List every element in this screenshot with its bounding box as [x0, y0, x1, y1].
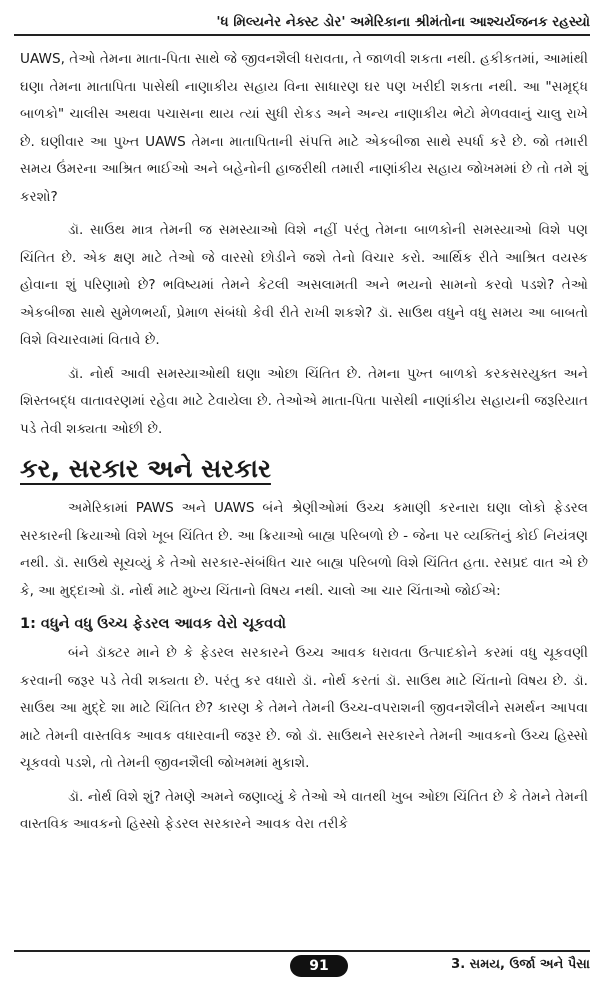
paragraph: UAWS, તેઓ તેમના માતા-પિતા સાથે જે જીવનશૈલી ધરાવતા, તે જાળવી શકતા નથી. હકીકતમાં, આમાંથી ઘણા તેમના માતાપિતા પાસેથી નાણાકીય સહાય વિના સાધારણ ઘર પણ ખરીદી શકતા નથી. આ "સમૃદ્ધ બાળકો" ચાલીસ અથવા પચાસના થાય ત્યાં સુધી રોકડ અને અન્ય નાણાકીય ભેટો મેળવવાનું ચાલુ રાખે છે. ઘણીવાર આ પુખ્ત UAWS તેમના માતાપિતાની સંપત્તિ માટે એકબીજા સાથે સ્પર્ધા કરે છે. જો તમારી સમય ઉંમરના આશ્રિત ભાઈઓ અને બહેનોની હાજરીથી તમારી નાણાંકીય સહાય જોખમમાં છે તો તમે શું કરશો?: [20, 51, 588, 205]
paragraph: બંને ડૉક્ટર માને છે કે ફેડરલ સરકારને ઉચ્ચ આવક ધરાવતા ઉત્પાદકોને કરમાં વધુ ચૂકવણી કરવાની જરૂર પડે તેવી શક્યતા છે. પરંતુ કર વધારો ડૉ. નોર્થ કરતાં ડૉ. સાઉથ માટે ચિંતાનો વિષય છે. ડૉ. સાઉથ આ મુદ્દે શા માટે ચિંતિત છે? કારણ કે તેમને તેમની ઉચ્ચ-વપરાશની જીવનશૈલીને સમર્થન આપવા માટે તેમની વાસ્તવિક આવક વધારવાની જરૂર છે. જો ડૉ. સાઉથને સરકારને તેમની આવકનો ઉચ્ચ હિસ્સો ચૂકવવો પડશે, તો તેમની જીવનશૈલી જોખમમાં મુકાશે.: [20, 645, 588, 771]
page-number: 91: [290, 955, 348, 977]
body-text: [20, 46, 588, 845]
page-footer: [14, 950, 590, 982]
paragraph: ડૉ. સાઉથ માત્ર તેમની જ સમસ્યાઓ વિશે નહીં પરંતુ તેમના બાળકોની સમસ્યાઓ વિશે પણ ચિંતિત છે. એક ક્ષણ માટે તેઓ જે વારસો છોડીને જશે તેનો વિચાર કરો. આર્થિક રીતે આશ્રિત વયસ્ક હોવાના શું પરિણામો છે? ભવિષ્યમાં તેમને કેટલી અસલામતી અને ભયનો સામનો કરવો પડશે? તેઓ એકબીજા સાથે સુમેળભર્યા, પ્રેમાળ સંબંધો કેવી રીતે રાખી શકશે? ડૉ. સાઉથ વધુને વધુ સમય આ બાબતો વિશે વિચારવામાં વિતાવે છે.: [20, 222, 588, 348]
section-heading: કર, સરકાર અને સરકાર: [20, 454, 271, 483]
running-header: 'ધ મિલ્યનેર નેક્સ્ટ ડોર' અમેરિકાના શ્રીમંતોના આશ્ચર્યજનક રહસ્યો: [14, 14, 590, 36]
paragraph: ડૉ. નોર્થ વિશે શું? તેમણે અમને જણાવ્યું કે તેઓ એ વાતથી ખુબ ઓછા ચિંતિત છે કે તેમને તેમની વાસ્તવિક આવકનો હિસ્સો ફેડરલ સરકારને આવક વેરા તરીકે: [20, 788, 588, 832]
paragraph: અમેરિકામાં PAWS અને UAWS બંને શ્રેણીઓમાં ઉચ્ચ કમાણી કરનારા ઘણા લોકો ફેડરલ સરકારની ક્રિયાઓ વિશે ખૂબ ચિંતિત છે. આ ક્રિયાઓ બાહ્ય પરિબળો છે - જેના પર વ્યક્તિનું કોઈ નિયંત્રણ નથી. ડૉ. સાઉથે સૂચવ્યું કે તેઓ સરકાર-સંબંધિત ચાર બાહ્ય પરિબળો વિશે ચિંતિત હતા. રસપ્રદ વાત એ છે કે, આ મુદ્દાઓ ડૉ. નોર્થ માટે મુખ્ય ચિંતાનો વિષય નથી. ચાલો આ ચાર ચિંતાઓ જોઈએ:: [20, 500, 588, 599]
chapter-label: 3. સમય, ઉર્જા અને પૈસા: [451, 957, 590, 972]
sub-heading: 1: વધુને વધુ ઉચ્ચ ફેડરલ આવક વેરો ચૂકવવો: [20, 616, 286, 632]
paragraph: ડૉ. નોર્થ આવી સમસ્યાઓથી ઘણા ઓછા ચિંતિત છે. તેમના પુખ્ત બાળકો કરકસરયુક્ત અને શિસ્તબદ્ધ વાતાવરણમાં રહેવા માટે ટેવાયેલા છે. તેઓએ માતા-પિતા પાસેથી નાણાંકીય સહાયની જરૂરિયાત પડે તેવી શક્યતા ઓછી છે.: [20, 365, 588, 437]
